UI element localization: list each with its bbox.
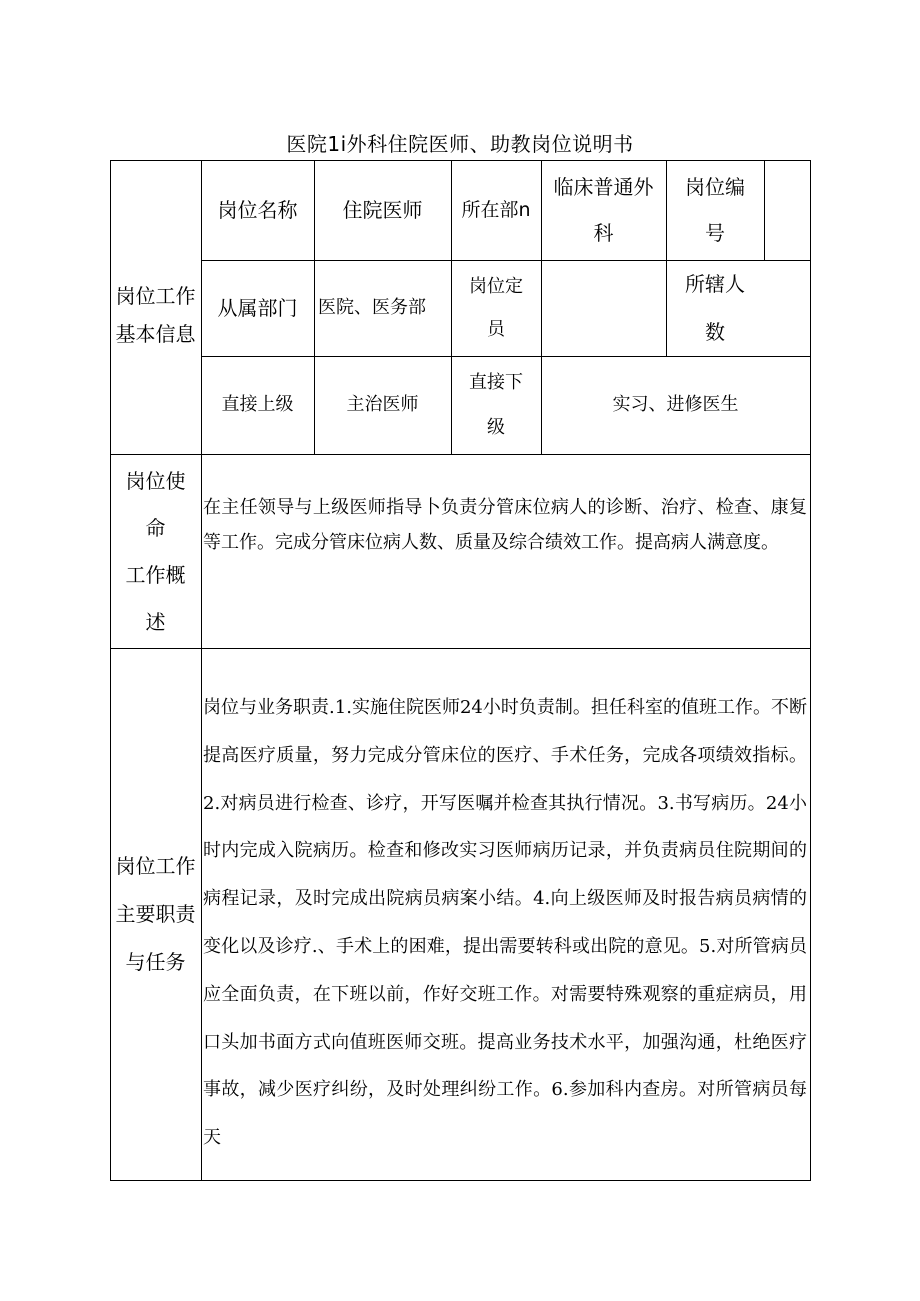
duties-label-line: 与任务 [125,950,186,974]
department-label: 所在部n [461,198,531,221]
duties-text: 岗位与业务职责.1.实施住院医师24小时负责制。担任科室的值班工作。不断提高医疗质量，努力完成分管床位的医疗、手术任务，完成各项绩效指标。2.对病员进行检查、诊疗，开写医嘱并检查其执行情况。3.书写病历。24小时内完成入院病历。检查和修改实习医师病历记录，并负责病员住院期间的病程记录，及时完成出院病员病案小结。4.向上级医师及时报告病员病情的变化以及诊疗.、手术上的困难，提出需要转科或出院的意见。5.对所管病员应全面负责，在下班以前，作好交班工作。对需要特殊观察的重症病员，用口头加书面方式向值班医师交班。提高业务技术水平，加强沟通，杜绝医疗事故，减少医疗纠纷，及时处理纠纷工作。6.参加科内查房。对所管病员每天 [203,697,807,1149]
subordinates-count-label-line: 所辖人 [685,272,745,296]
table-border-bottom [110,1180,810,1181]
direct-subordinate-value: 实习、进修医生 [612,393,739,415]
basic-info-section-label [110,270,201,360]
staffing-value [541,260,666,356]
document-title: 医院1i外科住院医师、助教岗位说明书 [286,132,634,156]
affiliated-dept-label: 从属部门 [217,296,298,320]
position-name-value: 住院医师 [342,198,423,222]
direct-superior-label: 直接上级 [221,393,294,415]
affiliated-dept-value: 医院、医务部 [318,296,426,318]
position-code-value [764,160,810,260]
mission-text: 在主任领导与上级医师指导卜负责分管床位病人的诊断、治疗、检查、康复等工作。完成分管床位病人数、质量及综合绩效工作。提高病人满意度。 [203,497,807,553]
duties-label-line: 岗位工作 [115,854,196,878]
section-label-line: 基本信息 [115,322,196,346]
position-name-label: 岗位名称 [217,198,298,222]
mission-label-line: 岗位使 [125,469,186,493]
duties-section-label [110,650,201,1178]
direct-subordinate-label-line: 直接下 [469,372,523,393]
department-value-line: 科 [593,221,614,245]
subordinates-count-label-line: 数 [705,320,725,344]
duties-label-line: 主要职责 [115,902,196,926]
mission-label-line: 述 [145,610,166,634]
position-code-label-line: 岗位编 [685,175,745,199]
staffing-label-line: 员 [487,319,505,340]
section-divider [110,648,810,649]
section-divider [110,454,810,455]
direct-subordinate-label-line: 级 [487,417,505,438]
department-value-line: 临床普通外 [553,175,654,199]
staffing-label-line: 岗位定 [469,275,523,297]
staffing-label [451,264,541,352]
table-border-right [810,160,811,1181]
mission-label-line: 工作概 [125,563,186,587]
direct-subordinate-label [451,360,541,450]
subordinates-count-value [764,260,810,356]
department-value [541,164,666,256]
mission-section-label [110,456,201,646]
position-code-label [666,164,764,256]
section-label-line: 岗位工作 [115,284,196,308]
direct-superior-value: 主治医师 [346,393,419,415]
position-code-label-line: 号 [705,221,725,245]
mission-label-line: 命 [145,516,166,540]
